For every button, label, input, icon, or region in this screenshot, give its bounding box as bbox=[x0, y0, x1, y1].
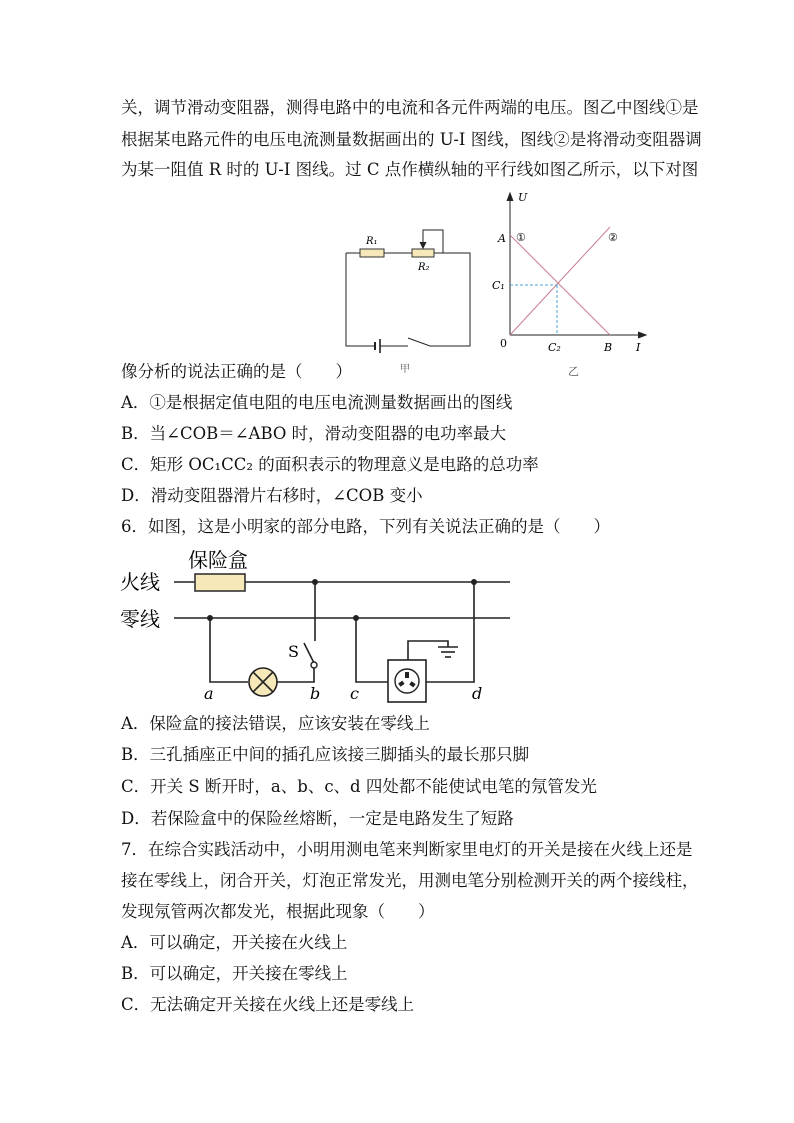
r1-label: R₁ bbox=[366, 236, 378, 247]
caption-yi: 乙 bbox=[568, 365, 579, 378]
q5-option-c: C．矩形 OC₁CC₂ 的面积表示的物理意义是电路的总功率 bbox=[121, 455, 539, 474]
q7-stem-1: 7．在综合实践活动中，小明用测电笔来判断家里电灯的开关是接在火线上还是 bbox=[121, 840, 693, 859]
q5-line-3: 为某一阻值 R 时的 U-I 图线。过 C 点作横纵轴的平行线如图乙所示，以下对图 bbox=[121, 160, 699, 179]
neutral-wire-label: 零线 bbox=[120, 607, 160, 631]
live-wire-label: 火线 bbox=[120, 570, 160, 594]
q5-line-1: 关，调节滑动变阻器，测得电路中的电流和各元件两端的电压。图乙中图线①是 bbox=[121, 98, 699, 117]
q6-stem: 6．如图，这是小明家的部分电路，下列有关说法正确的是（ ） bbox=[121, 517, 610, 536]
q5-line-2: 根据某电路元件的电压电流测量数据画出的 U-I 图线，图线②是将滑动变阻器调 bbox=[121, 130, 702, 149]
q7-stem-3: 发现氖管两次都发光，根据此现象（ ） bbox=[121, 902, 435, 921]
caption-jia: 甲 bbox=[400, 364, 410, 375]
point-c1-label: C₁ bbox=[492, 279, 505, 292]
r2-label: R₂ bbox=[418, 262, 430, 273]
axis-i-label: I bbox=[636, 341, 641, 354]
point-b-label: B bbox=[604, 341, 613, 354]
circuit-diagram-jia bbox=[330, 220, 480, 380]
q5-option-a: A．①是根据定值电阻的电压电流测量数据画出的图线 bbox=[121, 393, 513, 412]
point-a-label: A bbox=[498, 232, 506, 245]
q7-option-c: C．无法确定开关接在火线上还是零线上 bbox=[121, 995, 415, 1014]
point-c-label: c bbox=[350, 684, 359, 703]
q6-option-b: B．三孔插座正中间的插孔应该接三脚插头的最长那只脚 bbox=[121, 745, 530, 764]
q5-option-b: B．当∠COB＝∠ABO 时，滑动变阻器的电功率最大 bbox=[121, 424, 507, 443]
q7-stem-2: 接在零线上，闭合开关，灯泡正常发光，用测电笔分别检测开关的两个接线柱， bbox=[121, 871, 699, 890]
q7-option-a: A．可以确定，开关接在火线上 bbox=[121, 933, 348, 952]
point-a-label: a bbox=[204, 684, 214, 703]
ui-graph-yi bbox=[490, 185, 660, 380]
point-b-label: b bbox=[310, 684, 321, 703]
fuse-box-label: 保险盒 bbox=[188, 548, 248, 572]
household-circuit-diagram bbox=[118, 543, 518, 705]
q5-option-d: D．滑动变阻器滑片右移时，∠COB 变小 bbox=[121, 486, 423, 505]
switch-s-label: S bbox=[288, 642, 299, 661]
point-c2-label: C₂ bbox=[548, 341, 561, 354]
line1-label: ① bbox=[516, 231, 526, 244]
q7-option-b: B．可以确定，开关接在零线上 bbox=[121, 964, 348, 983]
axis-u-label: U bbox=[518, 191, 528, 204]
q6-option-d: D．若保险盒中的保险丝熔断，一定是电路发生了短路 bbox=[121, 809, 514, 828]
q5-stem-end: 像分析的说法正确的是（ ） bbox=[121, 362, 352, 381]
point-d-label: d bbox=[472, 684, 483, 703]
line2-label: ② bbox=[608, 231, 618, 244]
q6-option-a: A．保险盒的接法错误，应该安装在零线上 bbox=[121, 714, 430, 733]
q6-option-c: C．开关 S 断开时，a、b、c、d 四处都不能使试电笔的氖管发光 bbox=[121, 777, 597, 796]
origin-label: 0 bbox=[500, 337, 507, 350]
